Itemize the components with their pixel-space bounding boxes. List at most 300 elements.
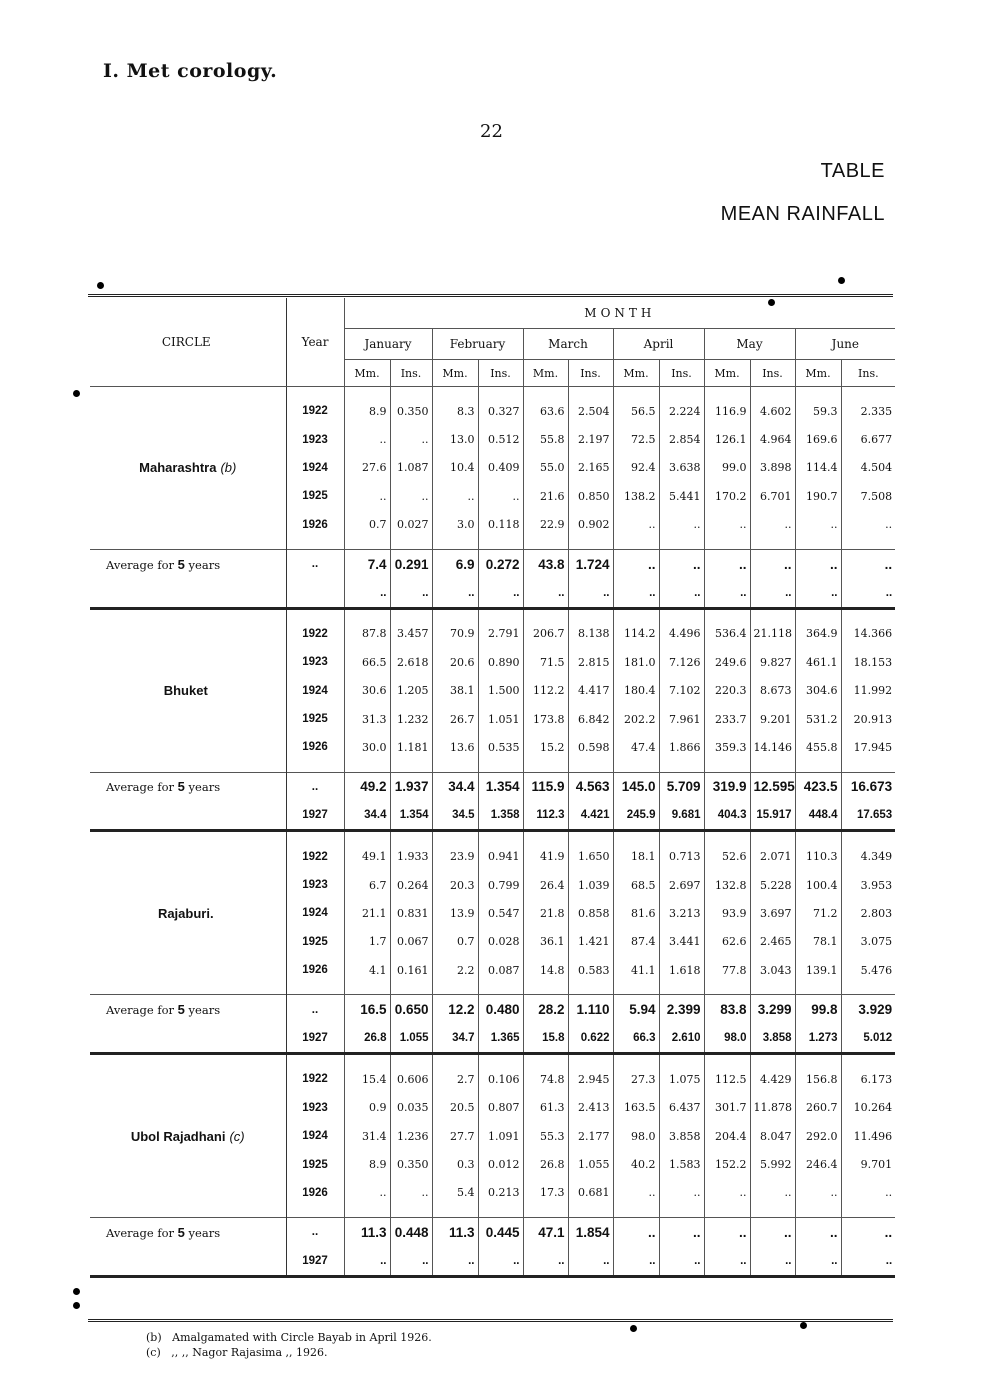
unit-ins: Ins. xyxy=(841,360,895,387)
year-cell: 1923 xyxy=(286,648,344,676)
value-cell: 4.429 xyxy=(750,1065,795,1093)
circle-name xyxy=(90,842,286,984)
spacer-cell xyxy=(704,762,750,773)
value-cell: 3.953 xyxy=(841,871,895,899)
year-cell: 1926 xyxy=(286,733,344,761)
value-cell: 2.177 xyxy=(568,1122,613,1150)
value-1927-cell: .. xyxy=(432,578,478,608)
value-cell: 4.504 xyxy=(841,454,895,482)
circle-name xyxy=(90,620,286,762)
value-cell: 13.6 xyxy=(432,733,478,761)
value-cell: 2.854 xyxy=(659,425,704,453)
value-cell: 2.2 xyxy=(432,956,478,984)
value-cell: 6.842 xyxy=(568,705,613,733)
value-cell: 1.205 xyxy=(390,677,432,705)
value-cell: 1.866 xyxy=(659,733,704,761)
average-value-cell: 43.8 xyxy=(523,549,568,578)
average-label-unit: years xyxy=(188,1003,221,1018)
value-1927-cell: .. xyxy=(523,1247,568,1277)
average-value-cell: .. xyxy=(795,549,841,578)
spacer-cell xyxy=(432,608,478,620)
spacer-cell xyxy=(90,387,286,398)
spacer-cell xyxy=(795,1207,841,1218)
value-1927-cell: .. xyxy=(613,1247,659,1277)
value-cell: 8.138 xyxy=(568,620,613,648)
year-cell: 1922 xyxy=(286,1065,344,1093)
spacer-cell xyxy=(795,539,841,550)
spacer-cell xyxy=(613,831,659,843)
scan-speck xyxy=(838,277,845,284)
value-cell: 114.2 xyxy=(613,620,659,648)
spacer-cell xyxy=(432,831,478,843)
value-1927-cell: .. xyxy=(750,578,795,608)
value-cell: 40.2 xyxy=(613,1150,659,1178)
spacer-cell xyxy=(841,762,895,773)
unit-mm: Mm. xyxy=(795,360,841,387)
value-cell: 152.2 xyxy=(704,1150,750,1178)
average-label-text: Average for xyxy=(106,1003,174,1018)
value-cell: 1.232 xyxy=(390,705,432,733)
average-value-cell: 0.650 xyxy=(390,995,432,1024)
value-cell: 2.504 xyxy=(568,397,613,425)
scan-speck xyxy=(73,1302,80,1309)
month-header-may: May xyxy=(704,329,795,360)
average-label xyxy=(90,549,286,578)
table-row xyxy=(90,620,895,648)
value-cell: 21.6 xyxy=(523,482,568,510)
scan-speck xyxy=(768,299,775,306)
spacer-cell xyxy=(390,762,432,773)
value-cell: 0.606 xyxy=(390,1065,432,1093)
spacer-cell xyxy=(523,387,568,398)
year-cell: 1922 xyxy=(286,397,344,425)
spacer-cell xyxy=(659,762,704,773)
value-cell: 17.945 xyxy=(841,733,895,761)
scan-speck xyxy=(73,390,80,397)
spacer-cell xyxy=(478,387,523,398)
value-cell: 18.153 xyxy=(841,648,895,676)
value-cell: 126.1 xyxy=(704,425,750,453)
value-cell: 31.3 xyxy=(344,705,390,733)
value-cell: 17.3 xyxy=(523,1179,568,1207)
spacer-cell xyxy=(659,539,704,550)
average-value-cell: 16.673 xyxy=(841,772,895,801)
average-row xyxy=(90,1218,895,1247)
spacer-cell xyxy=(704,387,750,398)
average-year-marker: .. xyxy=(286,1218,344,1247)
spacer-cell xyxy=(390,831,432,843)
value-cell: 5.992 xyxy=(750,1150,795,1178)
unit-mm: Mm. xyxy=(613,360,659,387)
value-cell: 3.043 xyxy=(750,956,795,984)
spacer-cell xyxy=(286,1054,344,1066)
value-cell: 68.5 xyxy=(613,871,659,899)
value-cell: 0.583 xyxy=(568,956,613,984)
value-cell: 81.6 xyxy=(613,899,659,927)
year-1927-cell: 1927 xyxy=(286,1024,344,1054)
year-cell: 1924 xyxy=(286,454,344,482)
spacer-cell xyxy=(432,762,478,773)
spacer-cell xyxy=(344,539,390,550)
value-cell: 14.366 xyxy=(841,620,895,648)
value-cell: 18.1 xyxy=(613,842,659,870)
spacer-cell xyxy=(390,984,432,995)
page-number: 22 xyxy=(480,121,503,142)
value-cell: 3.075 xyxy=(841,928,895,956)
average-row xyxy=(90,772,895,801)
value-1927-cell: .. xyxy=(795,1247,841,1277)
value-cell: 99.0 xyxy=(704,454,750,482)
value-cell: .. xyxy=(344,1179,390,1207)
spacer-cell xyxy=(286,387,344,398)
value-cell: 14.8 xyxy=(523,956,568,984)
spacer-row xyxy=(90,762,895,773)
month-header-march: March xyxy=(523,329,613,360)
value-cell: 0.858 xyxy=(568,899,613,927)
value-cell: 14.146 xyxy=(750,733,795,761)
year-cell: 1924 xyxy=(286,899,344,927)
column-header-year: Year xyxy=(286,298,344,387)
value-cell: 55.8 xyxy=(523,425,568,453)
value-cell: 0.7 xyxy=(432,928,478,956)
value-1927-cell: .. xyxy=(523,578,568,608)
value-1927-cell: .. xyxy=(344,578,390,608)
value-1927-cell: 1.365 xyxy=(478,1024,523,1054)
value-cell: 138.2 xyxy=(613,482,659,510)
value-cell: .. xyxy=(613,511,659,539)
value-cell: 156.8 xyxy=(795,1065,841,1093)
value-cell: 0.087 xyxy=(478,956,523,984)
value-cell: 2.071 xyxy=(750,842,795,870)
value-cell: 169.6 xyxy=(795,425,841,453)
value-cell: 0.409 xyxy=(478,454,523,482)
month-header: MONTH xyxy=(344,298,895,329)
average-value-cell: 47.1 xyxy=(523,1218,568,1247)
year-cell: 1925 xyxy=(286,705,344,733)
value-cell: 0.327 xyxy=(478,397,523,425)
value-cell: 2.803 xyxy=(841,899,895,927)
spacer-cell xyxy=(344,1054,390,1066)
value-cell: 11.992 xyxy=(841,677,895,705)
value-cell: 1.075 xyxy=(659,1065,704,1093)
value-cell: 2.197 xyxy=(568,425,613,453)
value-cell: .. xyxy=(390,482,432,510)
spacer-cell xyxy=(90,762,286,773)
value-cell: 4.349 xyxy=(841,842,895,870)
average-value-cell: 34.4 xyxy=(432,772,478,801)
average-label-unit: years xyxy=(188,557,221,572)
value-cell: 0.3 xyxy=(432,1150,478,1178)
value-cell: 2.815 xyxy=(568,648,613,676)
spacer-cell xyxy=(795,608,841,620)
value-cell: 66.5 xyxy=(344,648,390,676)
value-cell: 3.457 xyxy=(390,620,432,648)
value-1927-cell: 26.8 xyxy=(344,1024,390,1054)
value-cell: 2.413 xyxy=(568,1094,613,1122)
spacer-row xyxy=(90,1054,895,1066)
value-cell: 1.650 xyxy=(568,842,613,870)
value-cell: .. xyxy=(613,1179,659,1207)
spacer-cell xyxy=(568,1207,613,1218)
average-value-cell: 7.4 xyxy=(344,549,390,578)
circle-note: (b) xyxy=(220,460,237,476)
value-1927-cell: .. xyxy=(478,1247,523,1277)
year-cell: 1924 xyxy=(286,1122,344,1150)
average-value-cell: 0.272 xyxy=(478,549,523,578)
average-value-cell: 3.929 xyxy=(841,995,895,1024)
average-value-cell: 11.3 xyxy=(344,1218,390,1247)
scan-speck xyxy=(630,1325,637,1332)
year-cell: 1926 xyxy=(286,1179,344,1207)
year-cell: 1925 xyxy=(286,928,344,956)
value-cell: 260.7 xyxy=(795,1094,841,1122)
average-label-n: 5 xyxy=(177,1002,185,1018)
scan-speck xyxy=(97,282,104,289)
year-cell: 1922 xyxy=(286,620,344,648)
value-cell: 100.4 xyxy=(795,871,841,899)
value-cell: 26.8 xyxy=(523,1150,568,1178)
value-cell: 5.476 xyxy=(841,956,895,984)
value-1927-cell: .. xyxy=(795,578,841,608)
spacer-cell xyxy=(344,831,390,843)
value-cell: 180.4 xyxy=(613,677,659,705)
value-cell: 0.902 xyxy=(568,511,613,539)
circle-label: Maharashtra xyxy=(139,460,217,476)
month-header-april: April xyxy=(613,329,704,360)
value-cell: 26.7 xyxy=(432,705,478,733)
value-cell: .. xyxy=(704,1179,750,1207)
average-value-cell: 49.2 xyxy=(344,772,390,801)
value-cell: 0.035 xyxy=(390,1094,432,1122)
value-cell: 0.350 xyxy=(390,1150,432,1178)
spacer-row xyxy=(90,608,895,620)
value-cell: 2.165 xyxy=(568,454,613,482)
unit-mm: Mm. xyxy=(704,360,750,387)
month-header-february: February xyxy=(432,329,523,360)
average-value-cell: 4.563 xyxy=(568,772,613,801)
spacer-cell xyxy=(750,762,795,773)
value-1927-cell: 1.273 xyxy=(795,1024,841,1054)
value-cell: 71.2 xyxy=(795,899,841,927)
value-1927-cell: 98.0 xyxy=(704,1024,750,1054)
average-value-cell: .. xyxy=(659,1218,704,1247)
average-value-cell: 3.299 xyxy=(750,995,795,1024)
spacer-cell xyxy=(613,1054,659,1066)
average-value-cell: 1.354 xyxy=(478,772,523,801)
value-cell: 0.890 xyxy=(478,648,523,676)
value-cell: 163.5 xyxy=(613,1094,659,1122)
value-cell: 3.697 xyxy=(750,899,795,927)
circle-name xyxy=(90,397,286,539)
value-cell: 0.161 xyxy=(390,956,432,984)
average-value-cell: .. xyxy=(613,549,659,578)
average-value-cell: 319.9 xyxy=(704,772,750,801)
value-cell: 20.6 xyxy=(432,648,478,676)
spacer-cell xyxy=(750,539,795,550)
spacer-cell xyxy=(704,539,750,550)
blank-cell xyxy=(90,801,286,831)
value-cell: 10.264 xyxy=(841,1094,895,1122)
value-cell: 0.7 xyxy=(344,511,390,539)
value-cell: 63.6 xyxy=(523,397,568,425)
value-cell: 36.1 xyxy=(523,928,568,956)
value-1927-cell: 1.358 xyxy=(478,801,523,831)
average-value-cell: 12.595 xyxy=(750,772,795,801)
value-cell: 0.350 xyxy=(390,397,432,425)
circle-note: (c) xyxy=(229,1128,245,1144)
spacer-cell xyxy=(523,539,568,550)
table-row xyxy=(90,842,895,870)
spacer-cell xyxy=(841,539,895,550)
value-cell: 47.4 xyxy=(613,733,659,761)
year-cell: 1923 xyxy=(286,871,344,899)
value-cell: 0.012 xyxy=(478,1150,523,1178)
value-cell: 0.850 xyxy=(568,482,613,510)
value-1927-cell: 15.917 xyxy=(750,801,795,831)
value-cell: 55.0 xyxy=(523,454,568,482)
value-cell: 6.7 xyxy=(344,871,390,899)
value-cell: 3.898 xyxy=(750,454,795,482)
spacer-cell xyxy=(750,831,795,843)
value-cell: 455.8 xyxy=(795,733,841,761)
value-cell: 0.807 xyxy=(478,1094,523,1122)
spacer-row xyxy=(90,387,895,398)
average-value-cell: 1.724 xyxy=(568,549,613,578)
value-cell: 4.964 xyxy=(750,425,795,453)
value-cell: 8.9 xyxy=(344,1150,390,1178)
average-value-cell: .. xyxy=(795,1218,841,1247)
value-cell: 6.437 xyxy=(659,1094,704,1122)
value-cell: 3.441 xyxy=(659,928,704,956)
blank-cell xyxy=(90,1247,286,1277)
spacer-cell xyxy=(704,984,750,995)
spacer-cell xyxy=(432,387,478,398)
average-value-cell: 0.448 xyxy=(390,1218,432,1247)
month-header-january: January xyxy=(344,329,432,360)
value-1927-cell: 448.4 xyxy=(795,801,841,831)
average-label xyxy=(90,1218,286,1247)
blank-cell xyxy=(90,1024,286,1054)
unit-ins: Ins. xyxy=(568,360,613,387)
value-cell: .. xyxy=(795,511,841,539)
value-cell: 15.4 xyxy=(344,1065,390,1093)
value-cell: 11.878 xyxy=(750,1094,795,1122)
value-cell: .. xyxy=(432,482,478,510)
spacer-cell xyxy=(90,608,286,620)
average-value-cell: .. xyxy=(841,549,895,578)
value-cell: 0.681 xyxy=(568,1179,613,1207)
value-cell: 249.6 xyxy=(704,648,750,676)
value-cell: 7.102 xyxy=(659,677,704,705)
value-cell: .. xyxy=(390,425,432,453)
value-cell: 2.7 xyxy=(432,1065,478,1093)
value-cell: .. xyxy=(659,511,704,539)
value-cell: 78.1 xyxy=(795,928,841,956)
spacer-cell xyxy=(704,1207,750,1218)
unit-ins: Ins. xyxy=(390,360,432,387)
value-1927-cell: 34.5 xyxy=(432,801,478,831)
average-label xyxy=(90,772,286,801)
spacer-cell xyxy=(568,831,613,843)
value-cell: 9.201 xyxy=(750,705,795,733)
average-label-text: Average for xyxy=(106,1225,174,1240)
value-cell: 0.264 xyxy=(390,871,432,899)
value-cell: 30.0 xyxy=(344,733,390,761)
value-cell: 41.9 xyxy=(523,842,568,870)
value-cell: 0.9 xyxy=(344,1094,390,1122)
average-value-cell: .. xyxy=(750,1218,795,1247)
spacer-cell xyxy=(90,984,286,995)
value-1927-cell: .. xyxy=(432,1247,478,1277)
average-value-cell: .. xyxy=(659,549,704,578)
spacer-cell xyxy=(523,984,568,995)
value-cell: .. xyxy=(704,511,750,539)
spacer-cell xyxy=(841,387,895,398)
value-cell: 0.028 xyxy=(478,928,523,956)
value-1927-cell: 66.3 xyxy=(613,1024,659,1054)
average-value-cell: 0.445 xyxy=(478,1218,523,1247)
value-cell: 9.701 xyxy=(841,1150,895,1178)
spacer-cell xyxy=(841,1054,895,1066)
year-1927-row xyxy=(90,1247,895,1277)
spacer-row xyxy=(90,984,895,995)
circle-label: Ubol Rajadhani xyxy=(130,1128,226,1144)
value-cell: 0.831 xyxy=(390,899,432,927)
spacer-cell xyxy=(750,1207,795,1218)
spacer-cell xyxy=(568,387,613,398)
spacer-cell xyxy=(659,1054,704,1066)
value-cell: 4.602 xyxy=(750,397,795,425)
value-1927-cell: .. xyxy=(568,1247,613,1277)
footnotes xyxy=(146,1330,432,1360)
value-cell: 139.1 xyxy=(795,956,841,984)
value-cell: 304.6 xyxy=(795,677,841,705)
value-1927-cell: .. xyxy=(390,578,432,608)
value-cell: 5.228 xyxy=(750,871,795,899)
year-1927-cell: 1927 xyxy=(286,801,344,831)
value-cell: 20.5 xyxy=(432,1094,478,1122)
value-cell: 74.8 xyxy=(523,1065,568,1093)
spacer-cell xyxy=(286,984,344,995)
value-cell: 2.224 xyxy=(659,397,704,425)
value-cell: 62.6 xyxy=(704,928,750,956)
rainfall-table xyxy=(90,298,895,1278)
value-cell: 6.173 xyxy=(841,1065,895,1093)
value-cell: 2.335 xyxy=(841,397,895,425)
value-cell: 3.638 xyxy=(659,454,704,482)
average-label-n: 5 xyxy=(177,1224,185,1240)
value-cell: 204.4 xyxy=(704,1122,750,1150)
average-value-cell: 12.2 xyxy=(432,995,478,1024)
spacer-cell xyxy=(750,1054,795,1066)
year-cell: 1926 xyxy=(286,511,344,539)
value-cell: 8.047 xyxy=(750,1122,795,1150)
average-value-cell: 83.8 xyxy=(704,995,750,1024)
year-cell: 1924 xyxy=(286,677,344,705)
value-1927-cell: 1.055 xyxy=(390,1024,432,1054)
spacer-cell xyxy=(286,608,344,620)
average-row xyxy=(90,549,895,578)
value-cell: 6.701 xyxy=(750,482,795,510)
value-1927-cell: 4.421 xyxy=(568,801,613,831)
table-row xyxy=(90,397,895,425)
year-1927-cell xyxy=(286,578,344,608)
circle-label: Bhuket xyxy=(163,683,208,699)
value-cell: 190.7 xyxy=(795,482,841,510)
spacer-cell xyxy=(344,608,390,620)
value-cell: 10.4 xyxy=(432,454,478,482)
spacer-cell xyxy=(613,387,659,398)
